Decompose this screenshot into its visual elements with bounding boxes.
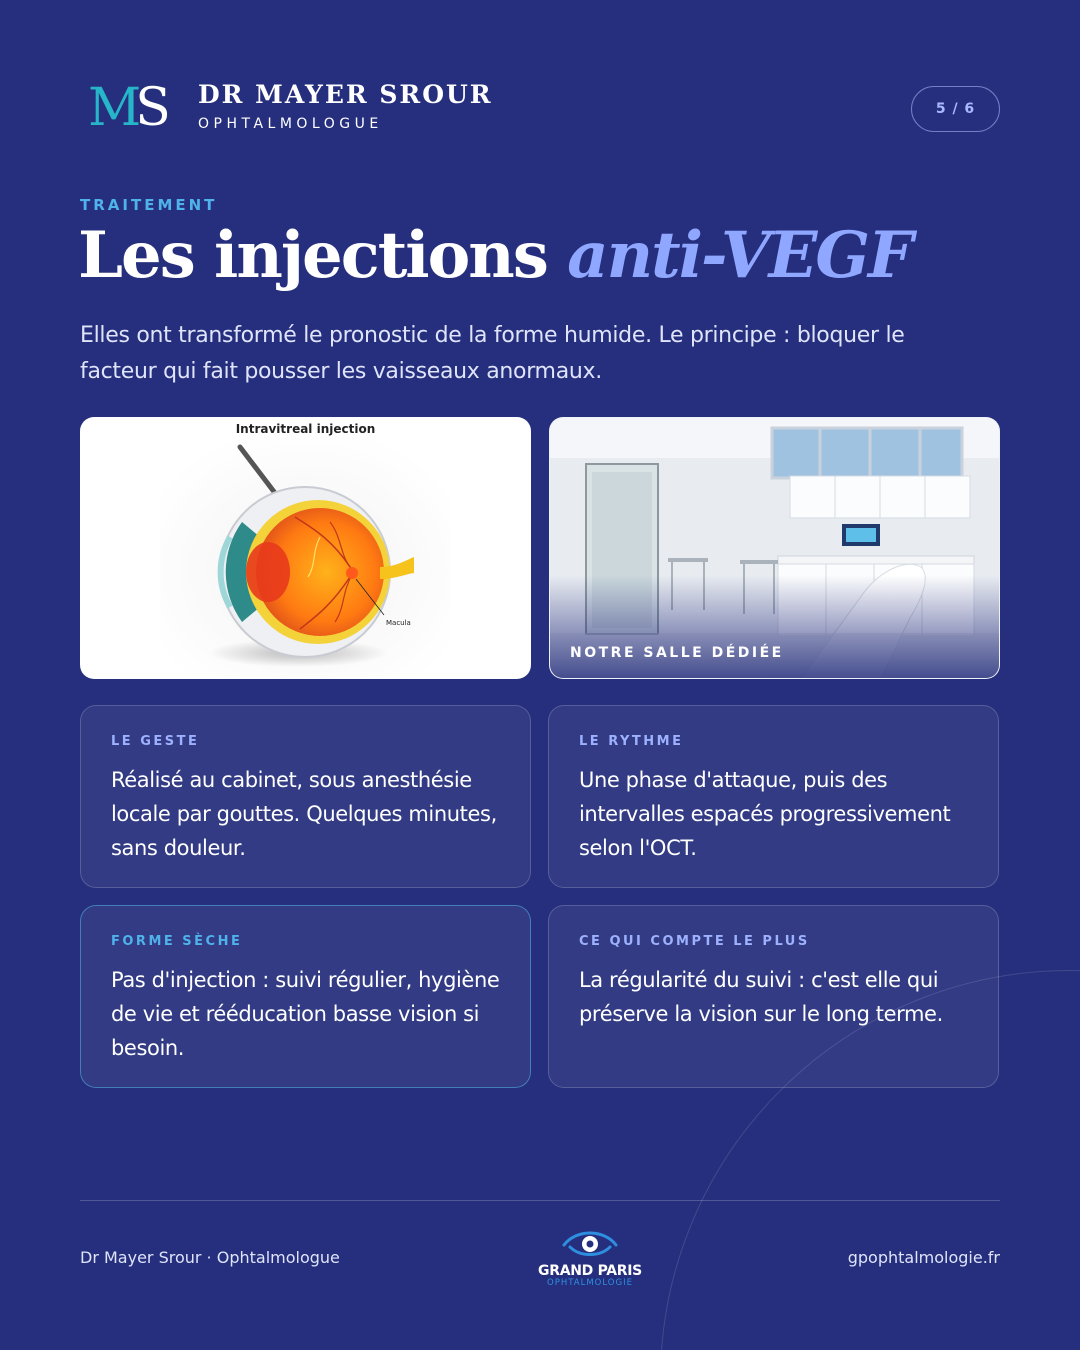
lead-paragraph: Elles ont transformé le pronostic de la forme humide. Le principe : bloquer le facteur qui fait pousser les vaisseaux anormaux. — [80, 323, 905, 384]
section-eyebrow: TRAITEMENT — [80, 196, 218, 214]
doctor-specialty: OPHTALMOLOGUE — [198, 116, 383, 132]
footer-doctor: Dr Mayer Srour · Ophtalmologue — [80, 1248, 340, 1267]
treatment-room-photo — [549, 417, 1000, 679]
card-label: CE QUI COMPTE LE PLUS — [579, 934, 810, 949]
illustration-caption: Intravitreal injection — [235, 422, 376, 436]
title-accent: anti-VEGF — [567, 218, 912, 293]
card-label: FORME SÈCHE — [111, 934, 243, 949]
page-title — [78, 212, 911, 300]
card-text: Une phase d'attaque, puis des intervalles espacés progressivement selon l'OCT. — [579, 768, 951, 860]
card-label: LE GESTE — [111, 734, 200, 749]
card-text: La régularité du suivi : c'est elle qui préserve la vision sur le long terme. — [579, 968, 943, 1026]
logo-title: GRAND PARIS — [538, 1263, 642, 1279]
room-caption: NOTRE SALLE DÉDIÉE — [570, 645, 784, 661]
card-text: Pas d'injection : suivi régulier, hygiène de vie et rééducation basse vision si besoin. — [111, 968, 500, 1060]
info-card-le-geste — [80, 705, 531, 888]
info-card-le-rythme — [548, 705, 999, 888]
footer-divider — [80, 1200, 1000, 1201]
logo-subtitle: OPHTALMOLOGIE — [547, 1278, 633, 1288]
info-card-ce-qui-compte — [548, 905, 999, 1088]
eye-injection-illustration — [80, 417, 531, 679]
title-main: Les injections — [78, 218, 568, 293]
grand-paris-eye-logo — [530, 1225, 650, 1295]
ms-monogram-logo: MS — [88, 78, 165, 138]
page-counter: 5 / 6 — [911, 86, 1000, 132]
card-label: LE RYTHME — [579, 734, 684, 749]
card-text: Réalisé au cabinet, sous anesthésie locale par gouttes. Quelques minutes, sans douleur. — [111, 768, 497, 860]
info-card-forme-seche — [80, 905, 531, 1088]
website-link[interactable]: gpophtalmologie.fr — [847, 1248, 1000, 1267]
macula-label: Macula — [386, 619, 411, 627]
header — [88, 78, 1000, 142]
eye-icon — [560, 1225, 620, 1261]
doctor-name: DR MAYER SROUR — [198, 80, 493, 109]
